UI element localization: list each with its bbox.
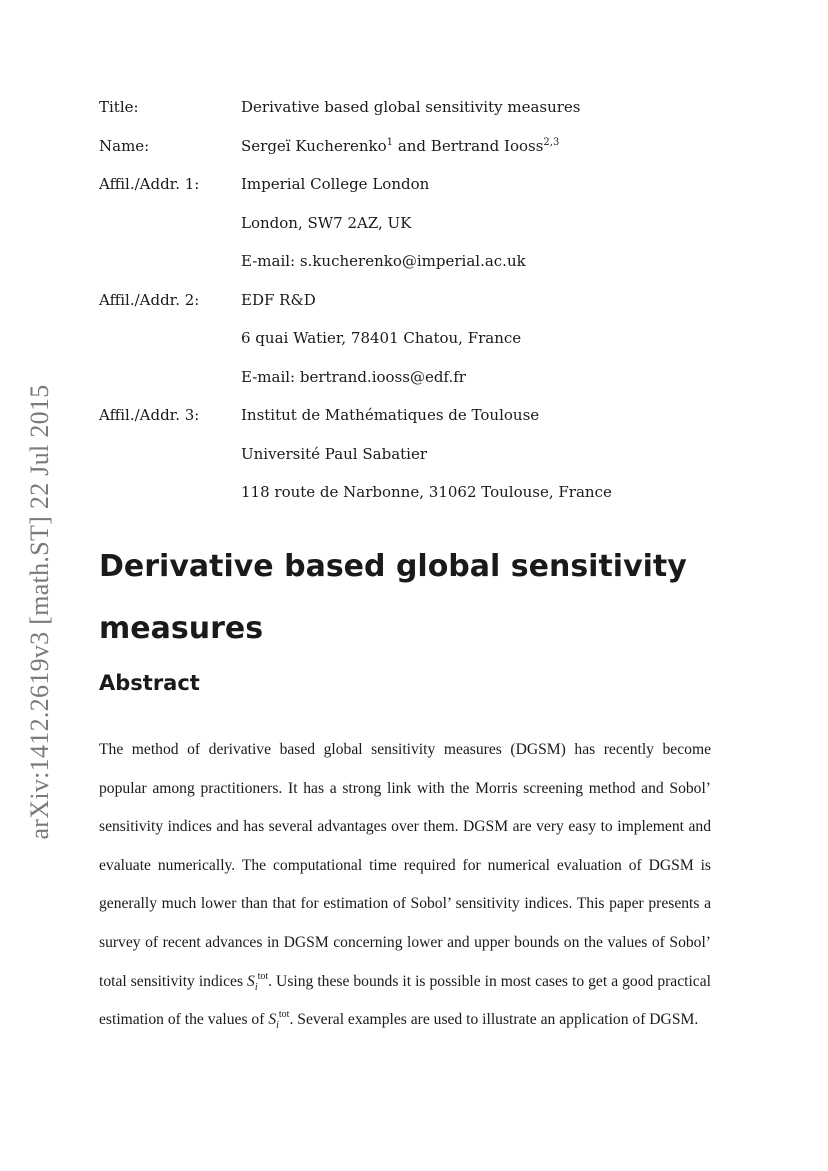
author-2: Bertrand Iooss: [430, 137, 544, 155]
arxiv-stamp: arXiv:1412.2619v3 [math.ST] 22 Jul 2015: [25, 384, 54, 840]
author-1: Sergeï Kucherenko: [241, 137, 387, 155]
affil-2-label: Affil./Addr. 2:: [99, 291, 200, 309]
affil-2-email: E-mail: bertrand.iooss@edf.fr: [241, 368, 466, 386]
abstract-heading: Abstract: [99, 671, 200, 695]
name-label: Name:: [99, 137, 150, 155]
sobol-total-index-symbol: $S_i^{tot}$: [268, 1009, 290, 1032]
authors: [241, 137, 559, 155]
affil-3-line-2: Université Paul Sabatier: [241, 445, 428, 463]
affil-2-line-2: 6 quai Watier, 78401 Chatou, France: [241, 329, 522, 347]
title-value: Derivative based global sensitivity measures: [241, 98, 581, 116]
affil-1-label: Affil./Addr. 1:: [99, 175, 200, 193]
author-1-affil: 1: [386, 137, 394, 148]
abstract-text: [99, 731, 711, 1040]
title-label: Title:: [99, 98, 139, 116]
paper-title: Derivative based global sensitivity measures: [99, 549, 687, 646]
abstract-text-part-2: . Using these bounds it is possible in most cases to get a good practical estimation of the values of: [99, 972, 711, 1029]
affil-1-email: E-mail: s.kucherenko@imperial.ac.uk: [241, 252, 526, 270]
author-separator: and: [393, 137, 431, 155]
abstract-text-part-1: The method of derivative based global sensitivity measures (DGSM) has recently become popular among practitioners. It has a strong link with the Morris screening method and Sobol’ sensitivity indices and has several advantages over them. DGSM are very easy to implement and evaluate numerically. The computational time required for numerical evaluation of DGSM is generally much lower than that for estimation of Sobol’ sensitivity indices. This paper presents a survey of recent advances in DGSM concerning lower and upper bounds on the values of Sobol’ total sensitivity indices: [99, 741, 711, 990]
affil-2-line-1: EDF R&D: [241, 291, 316, 309]
abstract-text-part-3: . Several examples are used to illustrate an application of DGSM.: [289, 1011, 699, 1029]
affil-3-line-1: Institut de Mathématiques de Toulouse: [241, 406, 540, 424]
affil-3-line-3: 118 route de Narbonne, 31062 Toulouse, France: [241, 483, 612, 501]
affil-3-label: Affil./Addr. 3:: [99, 406, 200, 424]
affil-1-line-2: London, SW7 2AZ, UK: [241, 214, 412, 232]
author-2-affil: 2,3: [543, 137, 560, 148]
sobol-total-index-symbol: $S_i^{tot}$: [247, 970, 269, 993]
affil-1-line-1: Imperial College London: [241, 175, 430, 193]
